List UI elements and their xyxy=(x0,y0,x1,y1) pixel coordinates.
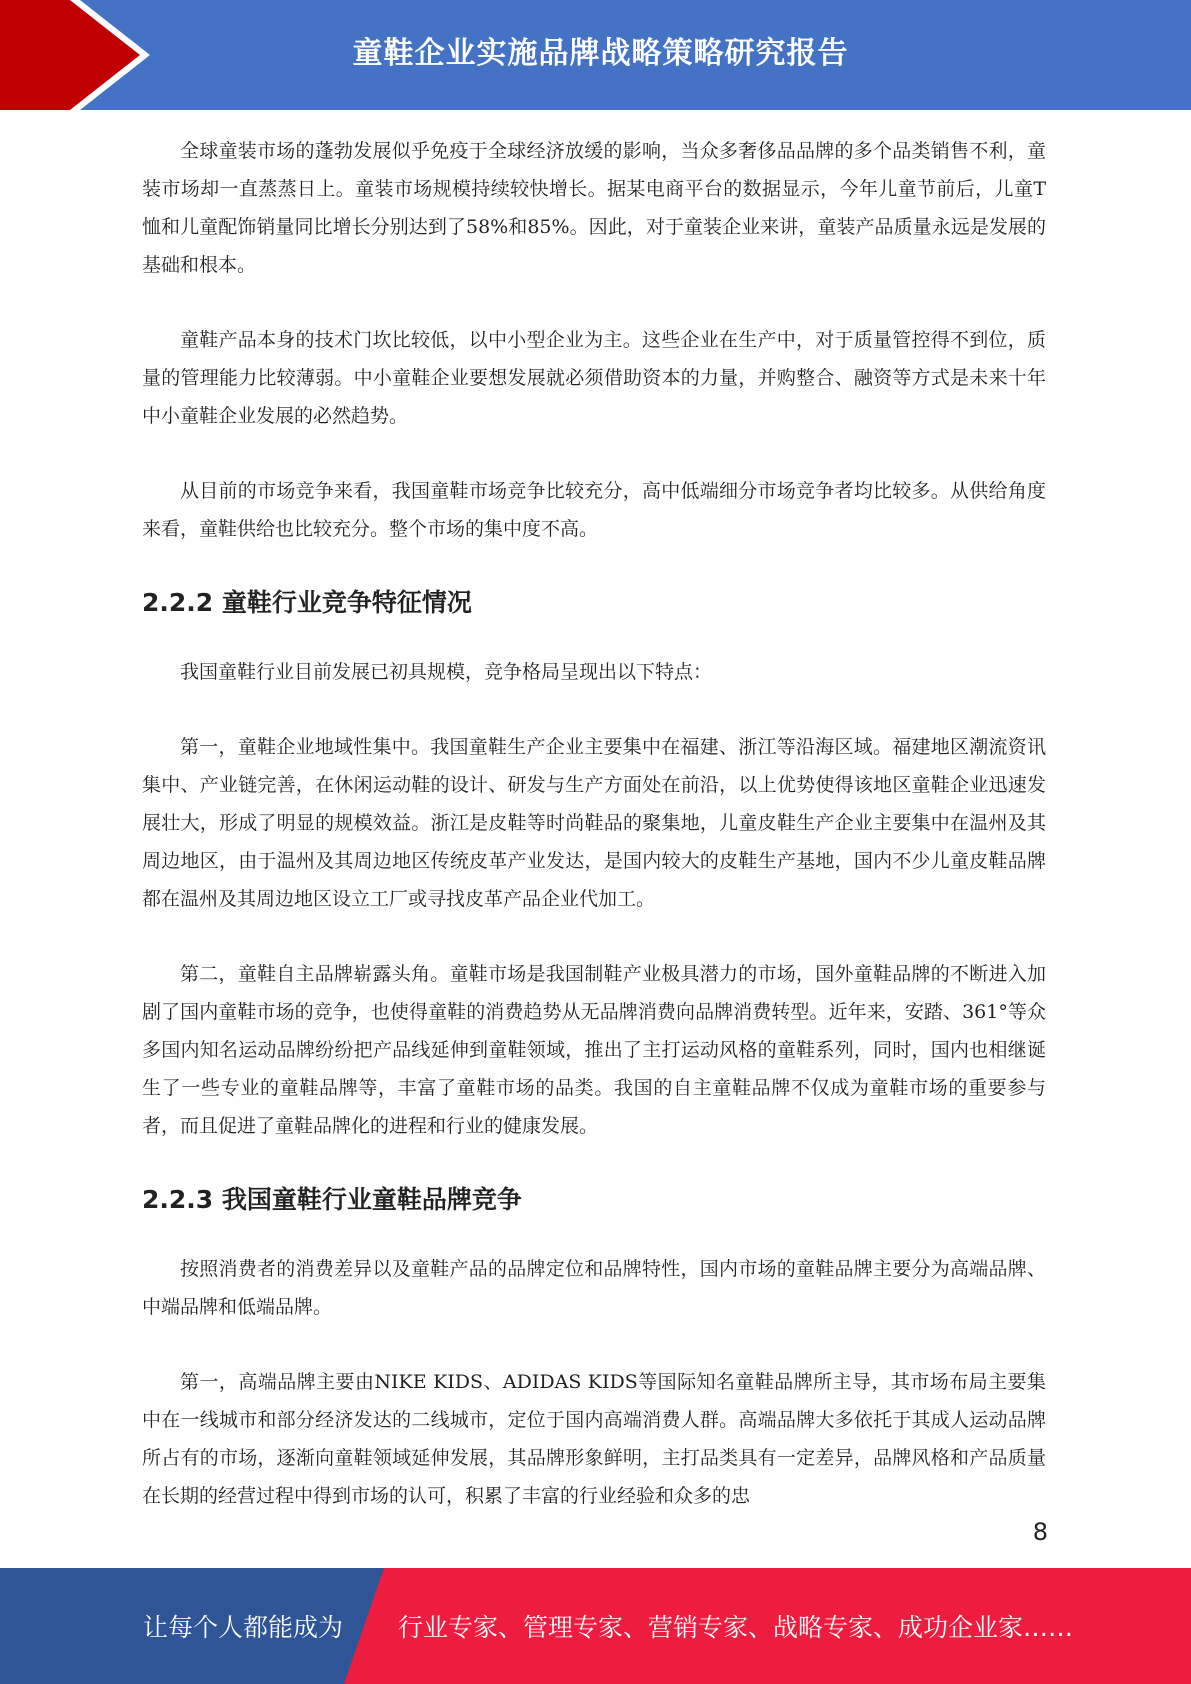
section-heading: 2.2.3 我国童鞋行业童鞋品牌竞争 xyxy=(142,1185,522,1214)
section-heading: 2.2.2 童鞋行业竞争特征情况 xyxy=(142,588,472,617)
header-chevron-decoration xyxy=(0,0,160,110)
body-paragraph: 童鞋产品本身的技术门坎比较低，以中小型企业为主。这些企业在生产中，对于质量管控得不到位，质量的管理能力比较薄弱。中小童鞋企业要想发展就必须借助资本的力量，并购整合、融资等方式是未来十年中小童鞋企业发展的必然趋势。 xyxy=(142,329,1046,427)
body-paragraph: 第一，童鞋企业地域性集中。我国童鞋生产企业主要集中在福建、浙江等沿海区域。福建地区潮流资讯集中、产业链完善，在休闲运动鞋的设计、研发与生产方面处在前沿，以上优势使得该地区童鞋企业迅速发展壮大，形成了明显的规模效益。浙江是皮鞋等时尚鞋品的聚集地，儿童皮鞋生产企业主要集中在温州及其周边地区，由于温州及其周边地区传统皮革产业发达，是国内较大的皮鞋生产基地，国内不少儿童皮鞋品牌都在温州及其周边地区设立工厂或寻找皮革产品企业代加工。 xyxy=(142,736,1046,910)
footer-slogan-roles: 行业专家、管理专家、营销专家、战略专家、成功企业家…… xyxy=(398,1613,1074,1642)
document-body xyxy=(142,132,1046,1552)
page-footer xyxy=(0,1568,1191,1684)
body-paragraph: 我国童鞋行业目前发展已初具规模，竞争格局呈现出以下特点： xyxy=(180,661,713,683)
body-paragraph: 按照消费者的消费差异以及童鞋产品的品牌定位和品牌特性，国内市场的童鞋品牌主要分为高端品牌、中端品牌和低端品牌。 xyxy=(142,1258,1046,1318)
footer-slogan-lead: 让每个人都能成为 xyxy=(143,1613,344,1642)
body-paragraph: 从目前的市场竞争来看，我国童鞋市场竞争比较充分，高中低端细分市场竞争者均比较多。从供给角度来看，童鞋供给也比较充分。整个市场的集中度不高。 xyxy=(142,480,1046,540)
body-paragraph: 第一，高端品牌主要由NIKE KIDS、ADIDAS KIDS等国际知名童鞋品牌所主导，其市场布局主要集中在一线城市和部分经济发达的二线城市，定位于国内高端消费人群。高端品牌大多依托于其成人运动品牌所占有的市场，逐渐向童鞋领域延伸发展，其品牌形象鲜明，主打品类具有一定差异，品牌风格和产品质量在长期的经营过程中得到市场的认可，积累了丰富的行业经验和众多的忠 xyxy=(142,1371,1046,1507)
body-paragraph: 全球童装市场的蓬勃发展似乎免疫于全球经济放缓的影响，当众多奢侈品品牌的多个品类销售不利，童装市场却一直蒸蒸日上。童装市场规模持续较快增长。据某电商平台的数据显示，今年儿童节前后，儿童T恤和儿童配饰销量同比增长分别达到了58%和85%。因此，对于童装企业来讲，童装产品质量永远是发展的基础和根本。 xyxy=(142,140,1046,276)
page-number: 8 xyxy=(1032,1518,1048,1546)
page-header xyxy=(0,0,1191,110)
body-paragraph: 第二，童鞋自主品牌崭露头角。童鞋市场是我国制鞋产业极具潜力的市场，国外童鞋品牌的不断进入加剧了国内童鞋市场的竞争，也使得童鞋的消费趋势从无品牌消费向品牌消费转型。近年来，安踏、361°等众多国内知名运动品牌纷纷把产品线延伸到童鞋领域，推出了主打运动风格的童鞋系列，同时，国内也相继诞生了一些专业的童鞋品牌等，丰富了童鞋市场的品类。我国的自主童鞋品牌不仅成为童鞋市场的重要参与者，而且促进了童鞋品牌化的进程和行业的健康发展。 xyxy=(142,963,1046,1137)
report-title: 童鞋企业实施品牌战略策略研究报告 xyxy=(352,36,849,71)
